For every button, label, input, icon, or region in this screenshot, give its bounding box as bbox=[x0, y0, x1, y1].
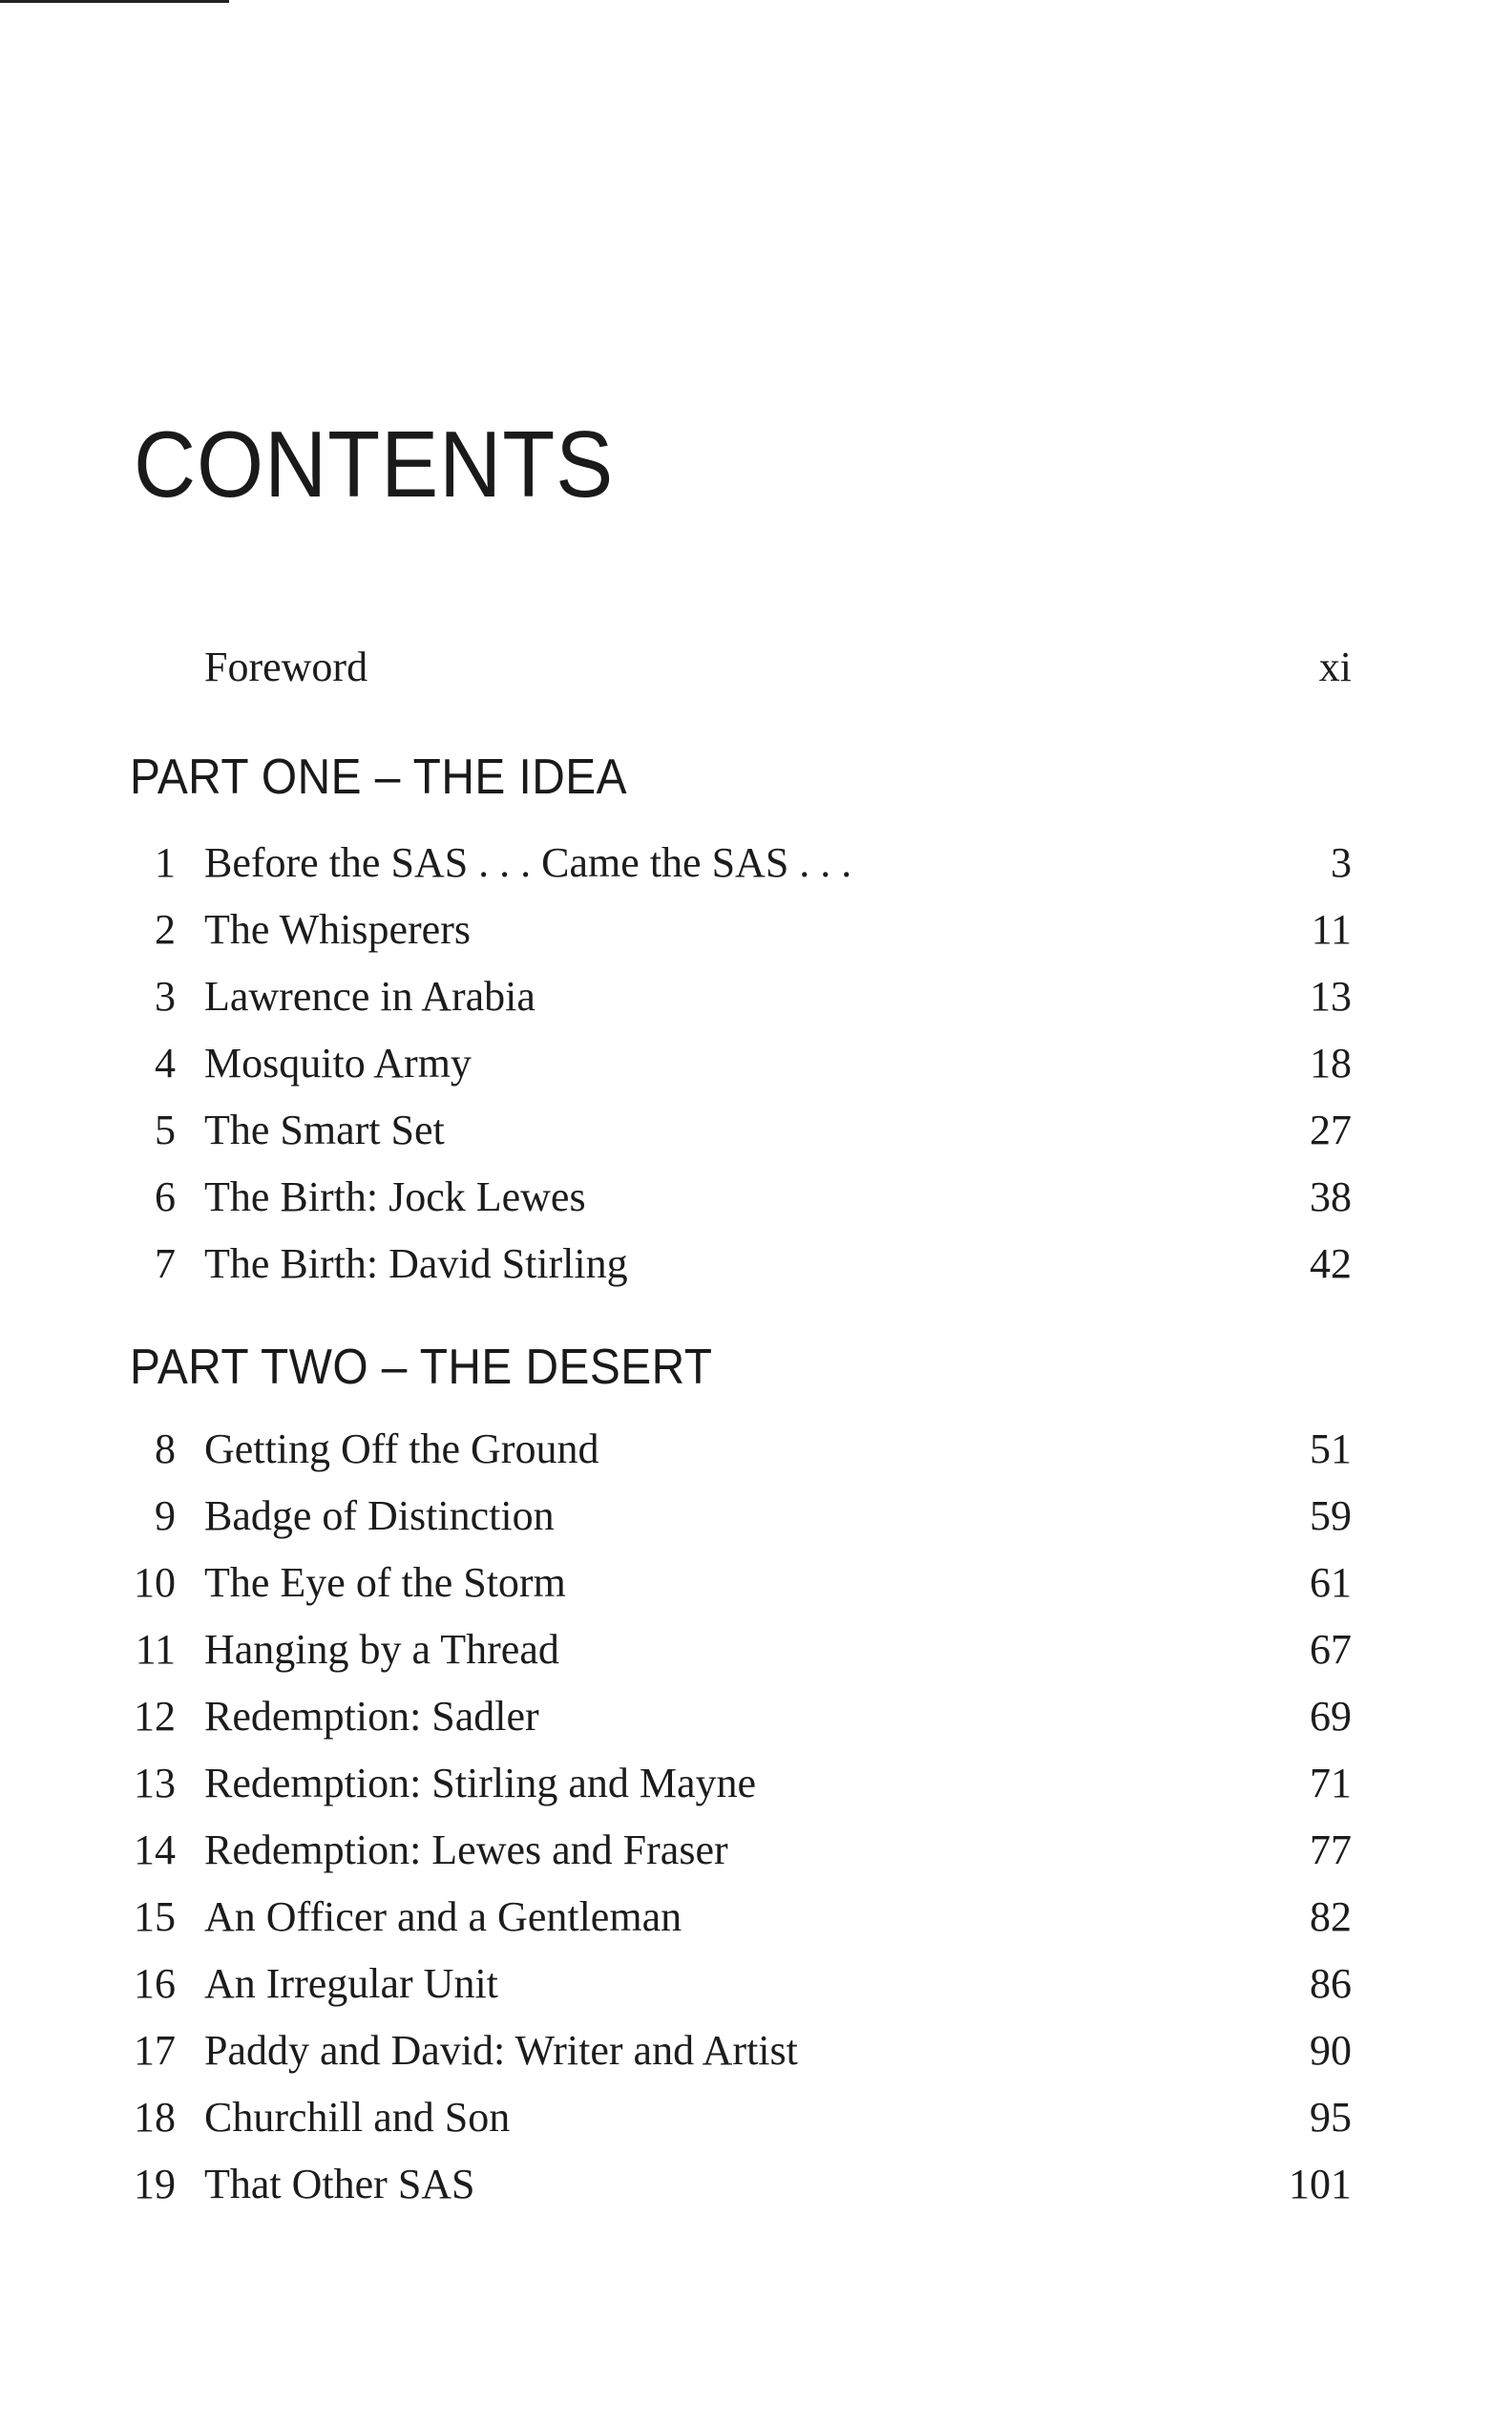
toc-entry bbox=[0, 1491, 1512, 1552]
toc-entry bbox=[0, 1692, 1512, 1753]
toc-entry bbox=[0, 838, 1512, 899]
toc-entry bbox=[0, 2026, 1512, 2087]
chapter-page: 13 bbox=[1310, 973, 1352, 1020]
chapter-page: 90 bbox=[1310, 2027, 1352, 2074]
chapter-number: 17 bbox=[134, 2027, 176, 2074]
chapter-number: 13 bbox=[134, 1760, 176, 1806]
page-title: CONTENTS bbox=[134, 412, 615, 517]
chapter-page: 86 bbox=[1310, 1960, 1352, 2007]
chapter-number: 7 bbox=[155, 1240, 176, 1287]
chapter-title: Redemption: Sadler bbox=[204, 1693, 539, 1740]
chapter-title: The Birth: David Stirling bbox=[204, 1240, 628, 1287]
chapter-number: 3 bbox=[155, 973, 176, 1020]
chapter-number: 1 bbox=[155, 839, 176, 886]
chapter-page: 77 bbox=[1310, 1826, 1352, 1873]
chapter-number: 9 bbox=[155, 1492, 176, 1539]
toc-entry bbox=[0, 1172, 1512, 1234]
toc-entry bbox=[0, 905, 1512, 966]
chapter-title: Before the SAS . . . Came the SAS . . . bbox=[204, 839, 852, 886]
chapter-title: Redemption: Lewes and Fraser bbox=[204, 1826, 728, 1873]
chapter-page: 101 bbox=[1289, 2161, 1352, 2207]
toc-entry bbox=[0, 1425, 1512, 1486]
toc-entry bbox=[0, 2160, 1512, 2221]
chapter-number: 10 bbox=[134, 1559, 176, 1606]
toc-entry bbox=[0, 1959, 1512, 2020]
chapter-title: The Birth: Jock Lewes bbox=[204, 1173, 586, 1220]
chapter-number: 2 bbox=[155, 906, 176, 953]
chapter-title: The Eye of the Storm bbox=[204, 1559, 566, 1606]
toc-entry bbox=[0, 1239, 1512, 1300]
toc-entry bbox=[0, 1892, 1512, 1953]
chapter-title: Lawrence in Arabia bbox=[204, 973, 536, 1020]
top-rule bbox=[0, 0, 229, 3]
chapter-number: 14 bbox=[134, 1826, 176, 1873]
foreword-entry bbox=[0, 643, 1512, 704]
toc-entry bbox=[0, 1759, 1512, 1820]
chapter-title: Hanging by a Thread bbox=[204, 1626, 559, 1673]
toc-entry bbox=[0, 972, 1512, 1033]
foreword-label: Foreword bbox=[204, 644, 368, 690]
chapter-title: The Whisperers bbox=[204, 906, 471, 953]
chapter-page: 42 bbox=[1310, 1240, 1352, 1287]
chapter-number: 12 bbox=[134, 1693, 176, 1740]
chapter-title: Churchill and Son bbox=[204, 2094, 511, 2141]
toc-entry bbox=[0, 2093, 1512, 2154]
chapter-title: An Officer and a Gentleman bbox=[204, 1893, 682, 1940]
chapter-page: 61 bbox=[1310, 1559, 1352, 1606]
toc-entry bbox=[0, 1558, 1512, 1619]
chapter-title: Getting Off the Ground bbox=[204, 1425, 599, 1472]
chapter-page: 82 bbox=[1310, 1893, 1352, 1940]
chapter-number: 18 bbox=[134, 2094, 176, 2141]
chapter-number: 8 bbox=[155, 1425, 176, 1472]
toc-entry bbox=[0, 1039, 1512, 1100]
chapter-number: 19 bbox=[134, 2161, 176, 2207]
chapter-page: 59 bbox=[1310, 1492, 1352, 1539]
foreword-page: xi bbox=[1318, 644, 1352, 690]
chapter-page: 38 bbox=[1310, 1173, 1352, 1220]
chapter-page: 71 bbox=[1310, 1760, 1352, 1806]
chapter-number: 4 bbox=[155, 1040, 176, 1087]
chapter-number: 6 bbox=[155, 1173, 176, 1220]
chapter-title: Paddy and David: Writer and Artist bbox=[204, 2027, 798, 2074]
chapter-page: 27 bbox=[1310, 1107, 1352, 1153]
chapter-title: The Smart Set bbox=[204, 1107, 445, 1153]
chapter-title: Redemption: Stirling and Mayne bbox=[204, 1760, 757, 1806]
chapter-title: An Irregular Unit bbox=[204, 1960, 498, 2007]
chapter-page: 67 bbox=[1310, 1626, 1352, 1673]
chapter-page: 95 bbox=[1310, 2094, 1352, 2141]
chapter-title: Badge of Distinction bbox=[204, 1492, 555, 1539]
chapter-page: 3 bbox=[1331, 839, 1352, 886]
chapter-title: That Other SAS bbox=[204, 2161, 475, 2207]
chapter-number: 11 bbox=[135, 1626, 176, 1673]
toc-entry bbox=[0, 1826, 1512, 1887]
chapter-page: 51 bbox=[1310, 1425, 1352, 1472]
chapter-number: 5 bbox=[155, 1107, 176, 1153]
chapter-page: 69 bbox=[1310, 1693, 1352, 1740]
part-one-heading: PART ONE – THE IDEA bbox=[130, 750, 627, 805]
chapter-page: 18 bbox=[1310, 1040, 1352, 1087]
toc-entry bbox=[0, 1106, 1512, 1167]
part-two-heading: PART TWO – THE DESERT bbox=[130, 1340, 713, 1395]
chapter-page: 11 bbox=[1311, 906, 1352, 953]
chapter-number: 15 bbox=[134, 1893, 176, 1940]
chapter-title: Mosquito Army bbox=[204, 1040, 472, 1087]
chapter-number: 16 bbox=[134, 1960, 176, 2007]
toc-entry bbox=[0, 1625, 1512, 1686]
